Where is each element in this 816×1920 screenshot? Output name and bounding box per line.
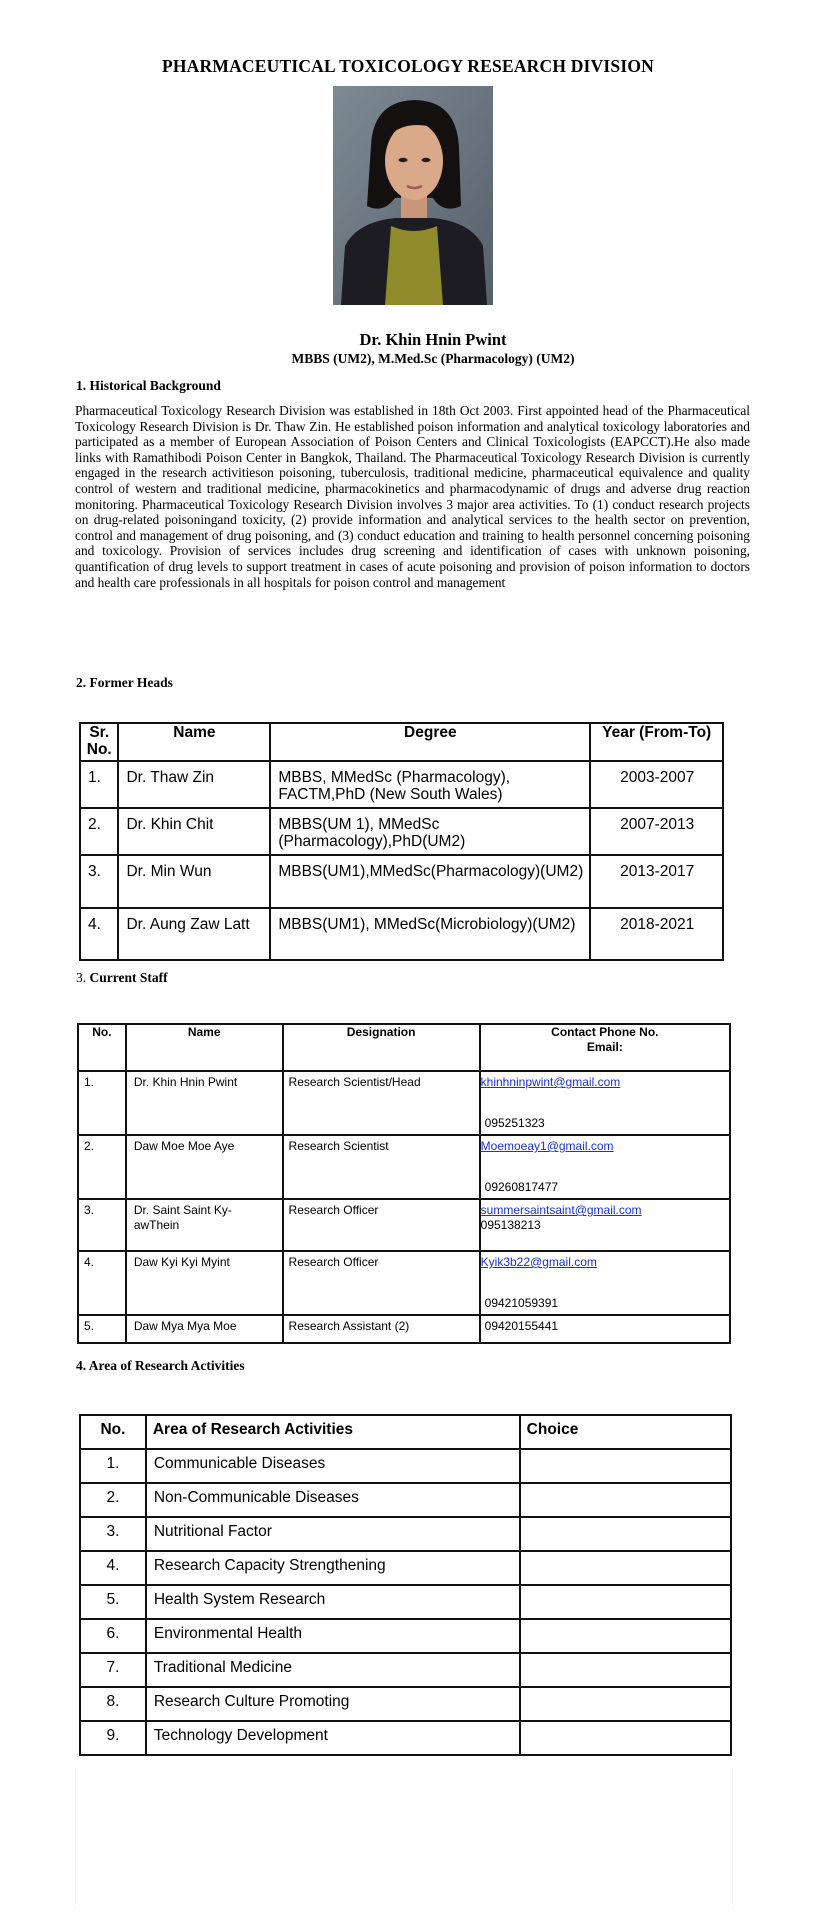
- header-contact: [480, 1024, 730, 1071]
- table-row: [80, 808, 723, 855]
- row-year: 2003-2007: [590, 761, 723, 808]
- email-link[interactable]: Kyik3b22@gmail.com: [480, 1255, 597, 1269]
- historical-background-text: [75, 403, 750, 590]
- row-name: [126, 1199, 283, 1251]
- row-no: 2.: [78, 1135, 126, 1199]
- section-number: 3.: [76, 970, 87, 985]
- table-row: [78, 1135, 730, 1199]
- section-heading-area-of-research: 4. Area of Research Activities: [76, 1358, 245, 1373]
- row-area: Non-Communicable Diseases: [146, 1483, 520, 1517]
- row-designation: Research Officer: [283, 1199, 480, 1251]
- choice-cell[interactable]: [520, 1517, 731, 1551]
- row-year: 2007-2013: [590, 808, 723, 855]
- header-choice: Choice: [520, 1415, 731, 1449]
- row-no: 2.: [80, 808, 118, 855]
- research-areas-table: [79, 1414, 732, 1756]
- row-no: 4.: [80, 908, 118, 960]
- row-contact: [480, 1071, 730, 1135]
- row-name: Dr. Khin Hnin Pwint: [126, 1071, 283, 1135]
- row-no: 5.: [80, 1585, 146, 1619]
- table-row: [80, 1653, 731, 1687]
- row-no: 6.: [80, 1619, 146, 1653]
- header-designation: Designation: [283, 1024, 480, 1071]
- table-row: [78, 1199, 730, 1251]
- row-no: 9.: [80, 1721, 146, 1755]
- current-staff-table: [77, 1023, 731, 1344]
- row-area: Environmental Health: [146, 1619, 520, 1653]
- table-row: [80, 1687, 731, 1721]
- row-name: Dr. Khin Chit: [118, 808, 270, 855]
- table-row: [80, 855, 723, 908]
- row-contact: [480, 1199, 730, 1251]
- row-no: 3.: [78, 1199, 126, 1251]
- table-row: [80, 1585, 731, 1619]
- row-no: 8.: [80, 1687, 146, 1721]
- table-row: [78, 1251, 730, 1315]
- row-no: 2.: [80, 1483, 146, 1517]
- row-name: Daw Mya Mya Moe: [126, 1315, 283, 1343]
- row-degree: MBBS(UM1),MMedSc(Pharmacology)(UM2): [270, 855, 590, 908]
- row-degree: MBBS, MMedSc (Pharmacology), FACTM,PhD (New South Wales): [270, 761, 590, 808]
- choice-cell[interactable]: [520, 1653, 731, 1687]
- head-name: Dr. Khin Hnin Pwint: [359, 330, 507, 349]
- row-designation: Research Assistant (2): [283, 1315, 480, 1343]
- phone-number: 09260817477: [484, 1180, 559, 1194]
- row-area: Traditional Medicine: [146, 1653, 520, 1687]
- row-no: 1.: [78, 1071, 126, 1135]
- row-area: Technology Development: [146, 1721, 520, 1755]
- table-header-row: [78, 1024, 730, 1071]
- table-row: [80, 1619, 731, 1653]
- section-heading-current-staff: [76, 970, 168, 986]
- section-heading-historical-background: 1. Historical Background: [76, 378, 221, 393]
- row-no: 3.: [80, 1517, 146, 1551]
- row-name-text: Dr. Saint Saint Ky-awThein: [133, 1203, 232, 1232]
- choice-cell[interactable]: [520, 1585, 731, 1619]
- table-row: [80, 1721, 731, 1755]
- header-sr-no: Sr. No.: [80, 723, 118, 761]
- phone-number: 09421059391: [484, 1296, 559, 1310]
- table-header-row: [80, 723, 723, 761]
- portrait-illustration: [333, 86, 493, 305]
- page-margin-guides: [75, 1770, 733, 1910]
- table-row: [80, 908, 723, 960]
- row-no: 4.: [78, 1251, 126, 1315]
- row-no: 5.: [78, 1315, 126, 1343]
- header-name: Name: [118, 723, 270, 761]
- row-no: 3.: [80, 855, 118, 908]
- row-no: 1.: [80, 761, 118, 808]
- email-link[interactable]: Moemoeay1@gmail.com: [480, 1139, 614, 1153]
- row-name: Dr. Thaw Zin: [118, 761, 270, 808]
- choice-cell[interactable]: [520, 1687, 731, 1721]
- section-title: Current Staff: [89, 970, 168, 985]
- row-no: 4.: [80, 1551, 146, 1585]
- head-portrait-photo: [333, 86, 493, 305]
- table-row: [78, 1071, 730, 1135]
- phone-number: 095251323: [484, 1116, 545, 1130]
- row-contact: [480, 1135, 730, 1199]
- phone-number: 09420155441: [484, 1319, 559, 1333]
- row-name: Daw Kyi Kyi Myint: [126, 1251, 283, 1315]
- row-degree: MBBS(UM 1), MMedSc (Pharmacology),PhD(UM2): [270, 808, 590, 855]
- choice-cell[interactable]: [520, 1619, 731, 1653]
- table-row: [80, 1551, 731, 1585]
- table-row: [80, 761, 723, 808]
- section-heading-former-heads: 2. Former Heads: [76, 675, 173, 690]
- header-degree: Degree: [270, 723, 590, 761]
- head-qualifications: MBBS (UM2), M.Med.Sc (Pharmacology) (UM2): [291, 351, 575, 366]
- header-year: Year (From-To): [590, 723, 723, 761]
- row-area: Health System Research: [146, 1585, 520, 1619]
- row-no: 7.: [80, 1653, 146, 1687]
- row-designation: Research Officer: [283, 1251, 480, 1315]
- table-header-row: [80, 1415, 731, 1449]
- choice-cell[interactable]: [520, 1721, 731, 1755]
- header-no: No.: [80, 1415, 146, 1449]
- header-no: No.: [78, 1024, 126, 1071]
- row-year: 2018-2021: [590, 908, 723, 960]
- choice-cell[interactable]: [520, 1483, 731, 1517]
- row-area: Nutritional Factor: [146, 1517, 520, 1551]
- table-row: [80, 1517, 731, 1551]
- email-link[interactable]: khinhninpwint@gmail.com: [480, 1075, 621, 1089]
- row-name: Dr. Aung Zaw Latt: [118, 908, 270, 960]
- header-name: Name: [126, 1024, 283, 1071]
- document-title: PHARMACEUTICAL TOXICOLOGY RESEARCH DIVISION: [161, 56, 655, 76]
- row-designation: Research Scientist: [283, 1135, 480, 1199]
- row-contact: [480, 1315, 730, 1343]
- table-row: [80, 1483, 731, 1517]
- row-area: Communicable Diseases: [146, 1449, 520, 1483]
- table-row: [78, 1315, 730, 1343]
- choice-cell[interactable]: [520, 1551, 731, 1585]
- header-area: Area of Research Activities: [146, 1415, 520, 1449]
- row-name: Dr. Min Wun: [118, 855, 270, 908]
- contact-header-text: Contact Phone No. Email:: [551, 1025, 659, 1054]
- phone-number: 095138213: [480, 1218, 541, 1232]
- historical-background-paragraph: Pharmaceutical Toxicology Research Division was established in 18th Oct 2003. First appointed head of the Pharmaceutical Toxicology Research Division is Dr. Thaw Zin. He established poison information and analytical toxicology laboratories and participated as a member of European Association of Poison Centers and Clinical Toxicologists (EAPCCT).He also made links with Ramathibodi Poison Center in Bangkok, Thailand. The Pharmaceutical Toxicology Research Division is currently engaged in the research activitieson poisoning, tuberculosis, traditional medicine, pharmaceutical equivalence and quality control of western and traditional medicine, pharmacokinetics and pharmacodynamic of drugs and adverse drug reaction monitoring. Pharmaceutical Toxicology Research Division involves 3 major area activities. To (1) conduct research projects on drug-related poisoningand toxicity, (2) provide information and analytical services to the health sector on prevention, control and management of drug poisoning, and (3) conduct education and training to health personnel concerning poisoning and toxicology. Provision of services includes drug screening and identification of cases with unknown poisoning, quantification of drug levels to support treatment in cases of acute poisoning and provision of poison information to doctors and health care professionals in all hospitals for poison control and management: [75, 403, 750, 590]
- row-area: Research Capacity Strengthening: [146, 1551, 520, 1585]
- row-degree: MBBS(UM1), MMedSc(Microbiology)(UM2): [270, 908, 590, 960]
- row-designation: Research Scientist/Head: [283, 1071, 480, 1135]
- row-no: 1.: [80, 1449, 146, 1483]
- table-row: [80, 1449, 731, 1483]
- choice-cell[interactable]: [520, 1449, 731, 1483]
- email-link[interactable]: summersaintsaint@gmail.com: [480, 1203, 642, 1217]
- row-area: Research Culture Promoting: [146, 1687, 520, 1721]
- row-contact: [480, 1251, 730, 1315]
- row-year: 2013-2017: [590, 855, 723, 908]
- row-name: Daw Moe Moe Aye: [126, 1135, 283, 1199]
- former-heads-table: [79, 722, 724, 961]
